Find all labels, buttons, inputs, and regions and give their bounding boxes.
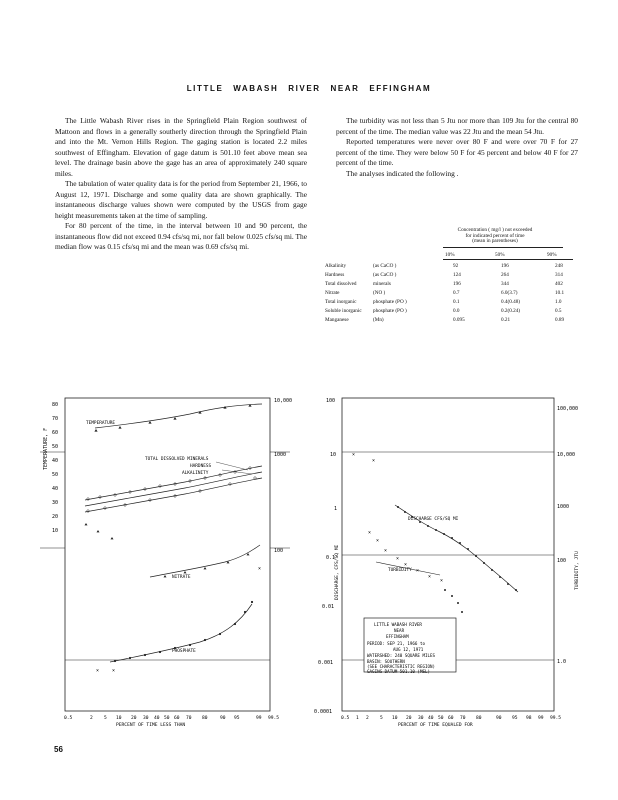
y-tick: 0.01 <box>322 604 335 610</box>
data-marker: × <box>372 458 376 464</box>
x-tick: 10 <box>116 716 122 721</box>
data-marker: × <box>112 668 116 674</box>
data-marker: × <box>384 548 388 554</box>
data-point <box>234 623 236 625</box>
x-tick: 90 <box>496 716 502 721</box>
row-value: 264 <box>501 272 509 278</box>
x-tick: 0.5 <box>64 716 73 721</box>
row-value: 0.2(0.24) <box>501 308 521 314</box>
row-name: Nitrate <box>325 290 340 296</box>
data-point <box>397 506 399 508</box>
data-point <box>443 533 445 535</box>
paragraph: The tabulation of water quality data is for the period from September 21, 1966, to August 12, 1971. Discharge and some quality data are shown graphically. The instantaneous discharge values shown were computed by the USGS from gage height measurements taken at the time of sampling. <box>55 179 307 220</box>
row-value: 0.21 <box>501 317 511 323</box>
data-point <box>144 654 146 656</box>
y-tick: 40 <box>52 458 59 464</box>
right-plot-right-ticks <box>557 406 578 665</box>
legend-line: LITTLE WABASH RIVER <box>374 622 422 627</box>
y-tick: 10,000 <box>557 452 576 458</box>
row-value: 402 <box>555 281 563 287</box>
data-point <box>251 601 253 603</box>
legend-line: PERIOD: SEP 21, 1966 to <box>367 641 425 646</box>
turbidity-label: TURBIDITY <box>388 568 412 573</box>
page-title: LITTLE WABASH RIVER NEAR EFFINGHAM <box>186 84 432 93</box>
row-detail: (Mn) <box>373 317 384 323</box>
hardness-curve <box>85 472 262 506</box>
page-number: 56 <box>54 745 63 754</box>
data-point <box>244 611 246 613</box>
left-plot-frame <box>65 398 270 711</box>
data-point <box>164 575 167 577</box>
header-line: ( mg/l ) not exceeded <box>488 227 533 233</box>
right-plot-x-ticks <box>341 715 561 721</box>
header-line: in parentheses) <box>486 238 518 245</box>
header-line: percent of time <box>493 232 525 239</box>
y-tick: 0.0001 <box>314 709 333 715</box>
data-marker: × <box>352 452 356 458</box>
x-tick: 30 <box>143 716 149 721</box>
row-value: 6.0(3.7) <box>501 290 518 296</box>
row-value: 0.4(0.48) <box>501 299 521 305</box>
row-value: 124 <box>453 272 461 278</box>
data-point <box>114 660 116 662</box>
data-marker: × <box>428 574 432 580</box>
data-point <box>451 537 453 539</box>
header-line: for indicated <box>465 232 492 239</box>
data-point <box>129 657 131 659</box>
discharge-points <box>397 506 517 613</box>
row-value: 0.0 <box>453 308 460 314</box>
legend-line: AUG 12, 1971 <box>393 647 424 652</box>
alkalinity-label: ALKALINITY <box>182 471 209 476</box>
y-tick: 1000 <box>274 452 287 458</box>
x-tick: 2 <box>366 716 369 721</box>
x-tick: 70 <box>186 716 192 721</box>
data-point <box>483 562 485 564</box>
nitrate-points <box>85 523 250 577</box>
row-value: 0.89 <box>555 317 565 323</box>
row-name: Alkalinity <box>325 263 347 269</box>
x-tick: 60 <box>174 716 180 721</box>
x-tick: 30 <box>418 716 424 721</box>
x-tick: 40 <box>154 716 160 721</box>
row-value: 344 <box>501 281 509 287</box>
data-point <box>219 633 221 635</box>
row-detail: phosphate (PO ) <box>373 299 407 305</box>
row-name: Soluble inorganic <box>325 308 362 314</box>
label-leader <box>216 462 248 470</box>
header-line: Concentration <box>457 227 487 233</box>
paragraph: The analyses indicated the following . <box>346 168 459 178</box>
paragraph: The turbidity was not less than 5 Jtu nor more than 109 Jtu for the central 80 percent of the time. The median value was 22 Jtu and the mean 54 Jtu. <box>336 116 578 136</box>
data-marker: × <box>404 562 408 568</box>
x-tick: 50 <box>438 716 444 721</box>
data-point <box>427 525 429 527</box>
mineral-points <box>87 467 256 512</box>
row-name: Total inorganic <box>325 299 357 305</box>
x-tick: 99.5 <box>268 716 280 721</box>
x-tick: 40 <box>428 716 434 721</box>
x-tick: 5 <box>104 716 107 721</box>
data-point <box>184 571 187 573</box>
x-tick: 0.5 <box>341 716 350 721</box>
x-tick: 95 <box>512 716 518 721</box>
row-detail: (as CaCO ) <box>373 272 397 278</box>
left-plot-y-ticks <box>52 402 58 534</box>
data-point <box>467 548 469 550</box>
data-marker: × <box>440 578 444 584</box>
y-tick: 10 <box>330 452 337 458</box>
x-tick: 5 <box>380 716 383 721</box>
data-point <box>491 569 493 571</box>
paragraph: For 80 percent of the time, in the interval between 10 and 90 percent, the instantaneous flow did not exceed 0.94 cfs/sq mi, nor fall below 0.025 cfs/sq mi. The median flow was 0.15 cfs/sq mi and the mean was 0.69 cfs/sq mi. <box>55 221 307 251</box>
data-point <box>118 426 121 429</box>
x-axis-label: PERCENT OF TIME LESS THAN <box>116 723 186 728</box>
temperature-points <box>94 404 251 432</box>
x-tick: 80 <box>202 716 208 721</box>
y-tick: 100 <box>274 548 284 554</box>
y-tick: 50 <box>52 444 59 450</box>
row-value: 10.1 <box>555 290 565 296</box>
temperature-curve <box>95 404 262 428</box>
data-point <box>85 523 88 525</box>
data-marker: × <box>368 530 372 536</box>
right-plot-y-ticks <box>314 398 337 715</box>
x-tick: 20 <box>406 716 412 721</box>
left-plot-x-ticks <box>64 715 279 721</box>
data-point <box>499 576 501 578</box>
y-axis-label: TURBIDITY, JTU <box>575 551 580 590</box>
legend-line: (SEE CHARACTERISTIC REGION) <box>367 664 436 669</box>
nitrate-curve <box>150 545 260 577</box>
y-tick: 40 <box>52 486 59 492</box>
data-point <box>111 537 114 539</box>
y-tick: 60 <box>52 430 59 436</box>
y-tick: 100 <box>557 558 567 564</box>
x-axis-label: PERCENT OF TIME EQUALED FOR <box>398 723 473 728</box>
row-value: 1.0 <box>555 299 562 305</box>
data-point <box>204 639 206 641</box>
row-value: 196 <box>501 263 509 269</box>
data-point <box>94 429 97 432</box>
data-point <box>475 555 477 557</box>
x-tick: 90 <box>220 716 226 721</box>
y-tick: 0.001 <box>318 660 334 666</box>
phosphate-label: PHOSPHATE <box>172 649 196 654</box>
data-marker: × <box>258 566 262 572</box>
data-point <box>457 602 459 604</box>
y-tick: 0.1 <box>326 555 336 561</box>
data-point <box>204 567 207 569</box>
legend-line: NEAR <box>394 628 405 633</box>
x-tick: 60 <box>448 716 454 721</box>
paragraph: The Little Wabash River rises in the Springfield Plain Region southwest of Mattoon and flows in a generally southerly direction through the Springfield Plain and into the Mt. Vernon Hills Region. The gaging station is located 2.2 miles southwest of Effingham. Elevation of gage datum is 501.10 feet above mean sea level. The drainage basin above the gage has an area of approximately 240 square miles. <box>55 116 307 178</box>
row-value: 0.095 <box>453 317 465 323</box>
y-tick: 1.0 <box>557 659 567 665</box>
row-value: 248 <box>555 263 563 269</box>
y-tick: 20 <box>52 514 59 520</box>
data-point <box>461 611 463 613</box>
data-marker: × <box>416 568 420 574</box>
data-point <box>435 529 437 531</box>
row-name: Hardness <box>325 272 345 278</box>
header-line: (mean <box>472 238 486 245</box>
data-point <box>148 421 151 424</box>
y-tick: 10 <box>52 528 59 534</box>
row-detail: phosphate (PO ) <box>373 308 407 314</box>
y-axis-label: TEMPERATURE, F <box>43 427 49 470</box>
legend-line: WATERSHED: 240 SQUARE MILES <box>367 653 436 658</box>
row-value: 0.1 <box>453 299 460 305</box>
row-value: 314 <box>555 272 563 278</box>
data-marker: × <box>376 538 380 544</box>
tdm-label: TOTAL DISSOLVED MINERALS <box>145 457 209 462</box>
data-point <box>507 583 509 585</box>
y-tick: 50 <box>52 472 59 478</box>
y-axis-label: DISCHARGE, CFS/SQ MI <box>335 544 340 600</box>
row-name: Total dissolved <box>325 281 357 287</box>
paragraph: Reported temperatures were never over 80 F and were over 70 F for 27 percent of the time. They were below 50 F for 45 percent and below 40 F for 27 percent of the time. <box>336 137 578 167</box>
temperature-label: TEMPERATURE <box>86 421 116 426</box>
row-detail: (as CaCO ) <box>373 263 397 269</box>
data-point <box>444 589 446 591</box>
y-tick: 1 <box>334 506 338 512</box>
row-value: 196 <box>453 281 461 287</box>
x-tick: 20 <box>131 716 137 721</box>
row-value: 0.7 <box>453 290 460 296</box>
x-tick: 2 <box>90 716 93 721</box>
row-value: 92 <box>453 263 459 269</box>
x-tick: 99.5 <box>550 716 562 721</box>
nitrate-label: NITRATE <box>172 575 191 580</box>
legend-line: BASIN: SOUTHERN <box>367 659 405 664</box>
data-point <box>451 595 453 597</box>
y-tick: 10,000 <box>274 398 293 404</box>
legend-line: GAGING DATUM 501.10 (MSL) <box>367 669 431 674</box>
row-name: Manganese <box>325 317 349 323</box>
x-tick: 98 <box>526 716 532 721</box>
row-value: 0.5 <box>555 308 562 314</box>
data-point <box>515 589 517 591</box>
x-tick: 80 <box>476 716 482 721</box>
data-marker: × <box>96 668 100 674</box>
y-tick: 70 <box>52 416 59 422</box>
data-point <box>459 542 461 544</box>
y-tick: 30 <box>52 500 59 506</box>
data-marker: × <box>396 556 400 562</box>
y-tick: 100 <box>326 398 336 404</box>
x-tick: 70 <box>460 716 466 721</box>
data-point <box>173 417 176 420</box>
data-point <box>404 511 406 513</box>
data-point <box>159 651 161 653</box>
data-point <box>97 530 100 532</box>
pct-header: 50% <box>495 252 505 258</box>
hardness-label: HARDNESS <box>190 464 212 469</box>
x-tick: 99 <box>538 716 544 721</box>
x-tick: 50 <box>164 716 170 721</box>
y-tick: 100,000 <box>557 406 579 412</box>
x-tick: 10 <box>392 716 398 721</box>
legend-line: EFFINGHAM <box>386 634 409 639</box>
data-point <box>189 644 191 646</box>
y-tick: 80 <box>52 402 59 408</box>
pct-header: 10% <box>445 252 455 258</box>
x-tick: 95 <box>234 716 240 721</box>
x-tick: 99 <box>256 716 262 721</box>
left-plot-right-ticks <box>274 398 292 554</box>
discharge-label: DISCHARGE CFS/SQ MI <box>408 517 459 522</box>
x-tick: 1 <box>356 716 359 721</box>
y-tick: 1000 <box>557 504 570 510</box>
pct-header: 90% <box>547 252 557 258</box>
data-point <box>254 477 256 479</box>
row-detail: minerals <box>373 281 391 287</box>
row-detail: (NO ) <box>373 290 386 296</box>
